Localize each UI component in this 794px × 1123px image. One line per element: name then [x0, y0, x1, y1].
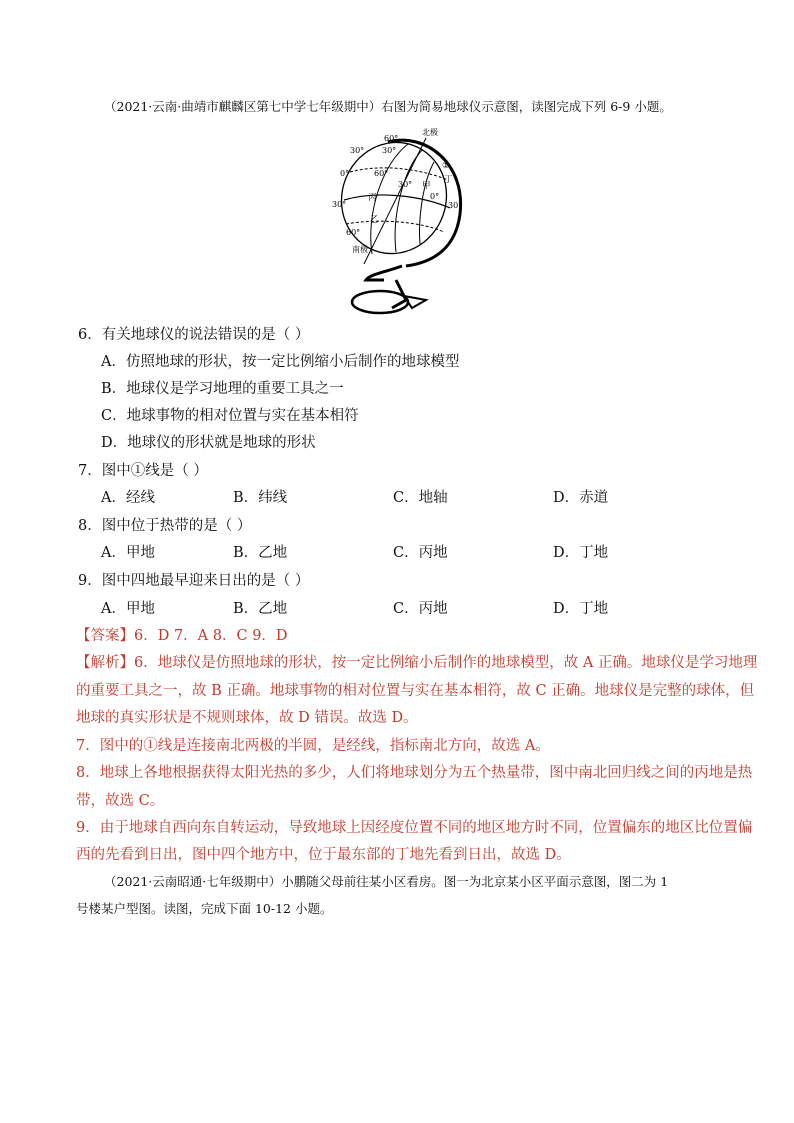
lat-60-bottom-label: 60° [346, 228, 361, 237]
analysis-line-4: 7．图中的①线是连接南北两极的半圆，是经线，指标南北方向，故选 A。 [76, 738, 550, 754]
answer-text: 6．D 7．A 8．C 9．D [134, 628, 288, 644]
yi-label: 乙 [370, 215, 379, 225]
question-7-stem: 7．图中①线是（ ） [78, 463, 208, 479]
ding-label: 丁 [444, 175, 453, 185]
answer-line [76, 626, 288, 646]
question-8-stem: 8．图中位于热带的是（ ） [78, 518, 252, 534]
analysis-line-1 [76, 653, 757, 673]
question-9-option-c: C．丙地 [393, 601, 448, 617]
analysis-line-3: 地球的真实形状是不规则球体，故 D 错误。故选 D。 [76, 710, 418, 726]
equator-left-label: 0° [340, 169, 350, 178]
question-6-option-a: A．仿照地球的形状，按一定比例缩小后制作的地球模型 [101, 354, 460, 370]
intro-text-2-line-1: （2021·云南昭通·七年级期中）小鹏随父母前往某小区看房。图一为北京某小区平面示意图，图二为 1 [104, 874, 669, 889]
question-8-option-a: A．甲地 [101, 545, 155, 561]
question-9-stem: 9．图中四地最早迎来日出的是（ ） [78, 573, 310, 589]
analysis-line-6: 带，故选 C。 [76, 793, 165, 809]
inner-30b-label: 30° [398, 180, 413, 189]
intro-text-2-line-2: 号楼某户型图。读图，完成下面 10-12 小题。 [76, 901, 333, 916]
north-pole-label: 北极 [422, 128, 438, 137]
question-6-option-c: C．地球事物的相对位置与实在基本相符 [101, 408, 359, 424]
lat-30-left-label: 30° [350, 146, 365, 155]
lat-30-left2-label: 30° [332, 200, 347, 209]
question-9-option-b: B．乙地 [233, 601, 288, 617]
question-9-option-d: D．丁地 [553, 601, 609, 617]
question-6-option-d: D．地球仪的形状就是地球的形状 [101, 435, 316, 451]
circle-1-label: ① [442, 161, 450, 171]
bing-label: 丙 [368, 193, 377, 203]
question-9-option-a: A．甲地 [101, 601, 155, 617]
analysis-line-8: 西的先看到日出，图中四个地方中，位于最东部的丁地先看到日出，故选 D。 [76, 847, 571, 863]
analysis-line-5: 8．地球上各地根据获得太阳光热的多少，人们将地球划分为五个热量带，图中南北回归线之间的丙地是热 [76, 765, 753, 781]
question-6-option-b: B．地球仪是学习地理的重要工具之一 [101, 381, 344, 397]
question-7-option-d: D．赤道 [553, 490, 609, 506]
question-7-option-c: C．地轴 [393, 490, 448, 506]
analysis-label: 【解析】 [76, 655, 134, 671]
question-8-option-d: D．丁地 [553, 545, 609, 561]
analysis-line-2: 的重要工具之一，故 B 正确。地球事物的相对位置与实在基本相符，故 C 正确。地球仪是完整的球体，但 [76, 683, 755, 699]
lat-60-top-label: 60° [384, 134, 399, 143]
question-8-option-c: C．丙地 [393, 545, 448, 561]
analysis-text-1: 6．地球仪是仿照地球的形状，按一定比例缩小后制作的地球模型，故 A 正确。地球仪是学习地理 [134, 655, 758, 671]
right-30-label: 30° [448, 201, 463, 210]
globe-figure [326, 124, 468, 318]
question-8-option-b: B．乙地 [233, 545, 288, 561]
intro-text-1: （2021·云南·曲靖市麒麟区第七中学七年级期中）右图为简易地球仪示意图，读图完成下列 6-9 小题。 [104, 99, 672, 114]
question-7-option-b: B．纬线 [233, 490, 288, 506]
south-pole-label: 南极 [352, 245, 368, 254]
question-7-option-a: A．经线 [101, 490, 155, 506]
globe-diagram [326, 124, 468, 318]
analysis-line-7: 9．由于地球自西向东自转运动，导致地球上因经度位置不同的地区地方时不同，位置偏东的地区比位置偏 [76, 820, 753, 836]
inner-30-label: 30° [382, 146, 397, 155]
inner-0-label: 0° [430, 192, 440, 201]
answer-label: 【答案】 [76, 628, 134, 644]
question-6-stem: 6．有关地球仪的说法错误的是（ ） [78, 327, 310, 343]
inner-60-label: 60° [374, 169, 389, 178]
jia-label: 甲 [422, 181, 431, 191]
